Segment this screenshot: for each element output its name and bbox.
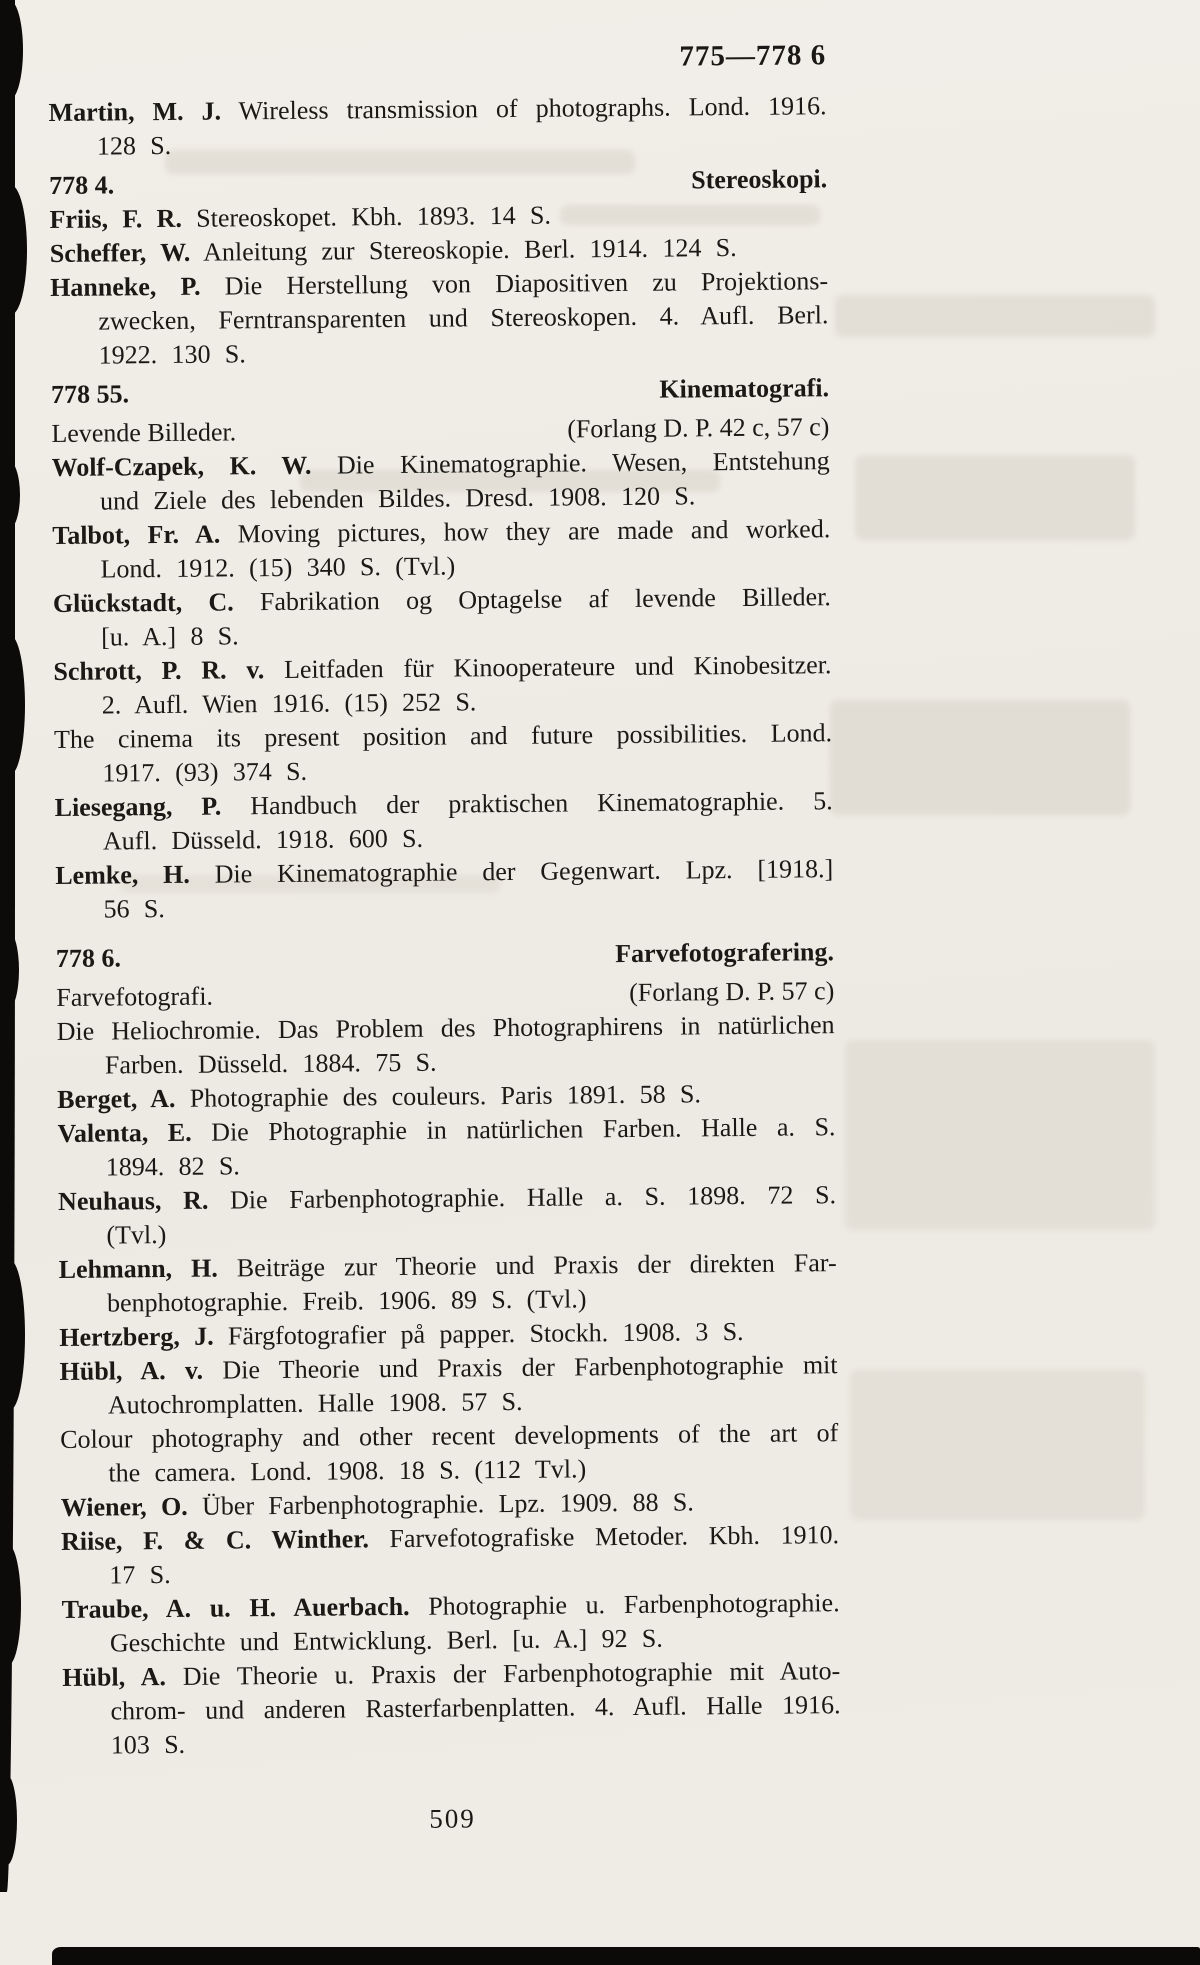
author-name: Hübl, A. v. (59, 1355, 204, 1386)
entry-line (58, 1178, 836, 1219)
bibliography-entry (57, 1110, 836, 1185)
entry-line (63, 1722, 841, 1763)
entry-text: Anleitung zur Stereoskopie. Berl. 1914. 124 S. (190, 232, 737, 267)
entry-line (48, 89, 826, 130)
entry-text: Die Heliochromie. Das Problem des Photographirens in natürlichen (56, 1010, 835, 1046)
entry-text: benphotographie. Freib. 1906. 89 S. (Tvl.) (106, 1284, 587, 1318)
entry-text: Lond. 1912. (15) 340 S. (Tvl.) (100, 551, 456, 584)
entry-text: 1922. 130 S. (98, 339, 246, 370)
bibliography-entry (60, 1416, 839, 1491)
entries (48, 89, 841, 1763)
entry-line (54, 716, 832, 757)
entry-text: Die Farbenphotographie. Halle a. S. 1898. 72 S. (208, 1180, 837, 1215)
scan-edge-blob (0, 0, 23, 100)
section-title: Stereoskopi. (691, 164, 828, 195)
bibliography-entry (50, 264, 829, 373)
author-name: Wolf-Czapek, K. W. (51, 450, 312, 482)
section-number: 778 4. (49, 170, 115, 200)
page-locator: 775—778 6 (679, 39, 827, 73)
entry-text: 128 S. (96, 130, 172, 161)
entry-text: Beiträge zur Theorie und Praxis der direkten Far- (217, 1248, 837, 1283)
entry-text: Färgfotografier på papper. Stockh. 1908. 3 S. (213, 1316, 744, 1351)
author-name: Talbot, Fr. A. (52, 519, 221, 550)
entry-text: the camera. Lond. 1908. 18 S. (112 Tvl.) (108, 1454, 587, 1488)
bibliography-entry (48, 89, 827, 164)
entry-text: Colour photography and other recent developments of the art of (60, 1418, 839, 1454)
author-name: Riise, F. & C. Winther. (60, 1524, 369, 1556)
bibliography-entry (59, 1246, 838, 1321)
entry-text: Stereoskopet. Kbh. 1893. 14 S. (181, 200, 552, 233)
section-heading (49, 162, 827, 203)
entry-text: Die Theorie und Praxis der Farbenphotographie mit (202, 1350, 838, 1385)
entry-text: 2. Aufl. Wien 1916. (15) 252 S. (101, 687, 477, 720)
entry-text: [u. A.] 8 S. (101, 621, 239, 652)
entry-line (53, 580, 831, 621)
entry-line (49, 123, 827, 164)
author-name: Liesegang, P. (54, 791, 222, 822)
page-number: 509 (429, 1803, 476, 1834)
section-heading (56, 935, 834, 976)
entry-text: 103 S. (110, 1729, 186, 1760)
scan-edge-blob (0, 1775, 17, 1865)
entry-line (52, 444, 830, 485)
bibliography-entry (56, 1008, 835, 1083)
author-name: Scheffer, W. (49, 237, 191, 268)
bibliography-entry (62, 1586, 841, 1661)
section-number: 778 6. (55, 943, 122, 973)
subrow-right-label: (Forlang D. P. 57 c) (629, 976, 835, 1007)
entry-line (60, 1416, 838, 1457)
author-name: Hanneke, P. (49, 271, 201, 302)
author-name: Traube, A. u. H. Auerbach. (61, 1591, 410, 1624)
scan-edge-blob (0, 460, 20, 530)
entry-text: Wireless transmission of photographs. Lond. 1916. (220, 91, 827, 126)
author-name: Glückstadt, C. (52, 587, 234, 618)
bibliography-entry (53, 580, 832, 655)
scan-edge-blob (0, 930, 19, 1010)
entry-text: Leitfaden für Kinooperateure und Kinobesitzer. (264, 650, 832, 685)
entry-text: Autochromplatten. Halle 1908. 57 S. (107, 1386, 523, 1420)
author-name: Valenta, E. (57, 1117, 192, 1148)
entry-text: Moving pictures, how they are made and worked. (220, 514, 831, 549)
entry-line (53, 648, 831, 689)
bleedthrough-smudge (845, 1040, 1155, 1230)
page-content (48, 37, 842, 1838)
entry-text: Die Kinematographie. Wesen, Entstehung (311, 446, 830, 480)
bleedthrough-smudge (830, 700, 1130, 815)
entry-line (55, 852, 833, 893)
entry-line (62, 1688, 840, 1729)
bibliography-entry (55, 852, 834, 927)
section-number: 778 55. (50, 379, 130, 409)
section-title: Kinematografi. (659, 373, 830, 404)
bleedthrough-smudge (850, 1370, 1145, 1520)
section-heading (51, 371, 829, 412)
author-name: Schrott, P. R. v. (53, 655, 265, 686)
scan-edge-blob (0, 185, 27, 315)
bibliography-entry (59, 1348, 838, 1423)
entry-text: (Tvl.) (106, 1220, 167, 1250)
scan-edge-blob (0, 1260, 25, 1410)
entry-text: Farben. Düsseld. 1884. 75 S. (104, 1047, 437, 1080)
bibliography-entry (61, 1518, 840, 1593)
scan-edge-blob (0, 635, 25, 775)
entry-line (61, 1518, 839, 1559)
author-name: Friis, F. R. (49, 203, 183, 234)
bleedthrough-smudge (835, 295, 1155, 337)
entry-line (62, 1586, 840, 1627)
author-name: Hertzberg, J. (59, 1321, 214, 1352)
subrow-left-label: Levende Billeder. (51, 417, 237, 448)
entry-line (55, 784, 833, 825)
entry-text: Farvefotografiske Metoder. Kbh. 1910. (368, 1520, 840, 1554)
author-name: Wiener, O. (60, 1491, 188, 1522)
entry-line (52, 512, 830, 553)
author-name: Hübl, A. (62, 1662, 167, 1692)
entry-text: 56 S. (103, 894, 165, 924)
entry-text: Über Farbenphotographie. Lpz. 1909. 88 S. (187, 1487, 694, 1521)
bleedthrough-smudge (855, 455, 1135, 540)
bibliography-entry (62, 1654, 841, 1763)
entry-text: 17 S. (109, 1559, 171, 1590)
entry-text: Fabrikation og Optagelse af levende Billeder. (233, 582, 831, 617)
entry-text: 1894. 82 S. (105, 1151, 240, 1182)
author-name: Berget, A. (57, 1083, 176, 1114)
subrow-left-label: Farvefotografi. (56, 981, 214, 1012)
entry-text: Aufl. Düsseld. 1918. 600 S. (102, 823, 424, 856)
bibliography-entry (58, 1178, 837, 1253)
entry-line (59, 1348, 837, 1389)
entry-text: Photographie des couleurs. Paris 1891. 58 S. (175, 1079, 702, 1113)
scan-edge-blob (0, 1545, 21, 1665)
entry-text: 1917. (93) 374 S. (102, 756, 308, 788)
bibliography-entry (52, 444, 831, 519)
section-title: Farvefotografering. (615, 937, 835, 969)
entry-text: Die Theorie u. Praxis der Farbenphotographie mit Auto- (165, 1656, 841, 1692)
entry-line (51, 332, 829, 373)
entry-text: Geschichte und Entwicklung. Berl. [u. A.] 92 S. (109, 1623, 663, 1658)
entry-line (50, 298, 828, 339)
entry-line (56, 1008, 834, 1049)
bibliography-entry (53, 648, 832, 723)
bibliography-entry (54, 716, 833, 791)
author-name: Neuhaus, R. (57, 1185, 209, 1216)
bibliography-entry (55, 784, 834, 859)
subrow-right-label: (Forlang D. P. 42 c, 57 c) (567, 412, 830, 444)
entry-text: zwecken, Ferntransparenten und Stereoskopen. 4. Aufl. Berl. (98, 300, 829, 336)
bibliography-entry (52, 512, 831, 587)
entry-text: The cinema its present position and future possibilities. Lond. (53, 718, 833, 754)
entry-text: Handbuch der praktischen Kinematographie. 5. (221, 786, 833, 821)
entry-line (59, 1246, 837, 1287)
entry-text: Die Kinematographie der Gegenwart. Lpz. [1918.] (189, 854, 834, 889)
entry-text: Die Herstellung von Diapositiven zu Projektions- (200, 266, 829, 301)
entry-text: und Ziele des lebenden Bildes. Dresd. 1908. 120 S. (99, 481, 696, 516)
entry-line (55, 886, 833, 927)
entry-text: Photographie u. Farbenphotographie. (409, 1588, 840, 1621)
entry-line (57, 1110, 835, 1151)
author-name: Lemke, H. (55, 859, 190, 890)
scan-edge-bottom (52, 1947, 1200, 1965)
entry-text: chrom- und anderen Rasterfarbenplatten. 4. Aufl. Halle 1916. (110, 1690, 841, 1726)
author-name: Lehmann, H. (58, 1253, 218, 1284)
author-name: Martin, M. J. (48, 96, 222, 127)
entry-text: Die Photographie in natürlichen Farben. Halle a. S. (191, 1112, 836, 1147)
